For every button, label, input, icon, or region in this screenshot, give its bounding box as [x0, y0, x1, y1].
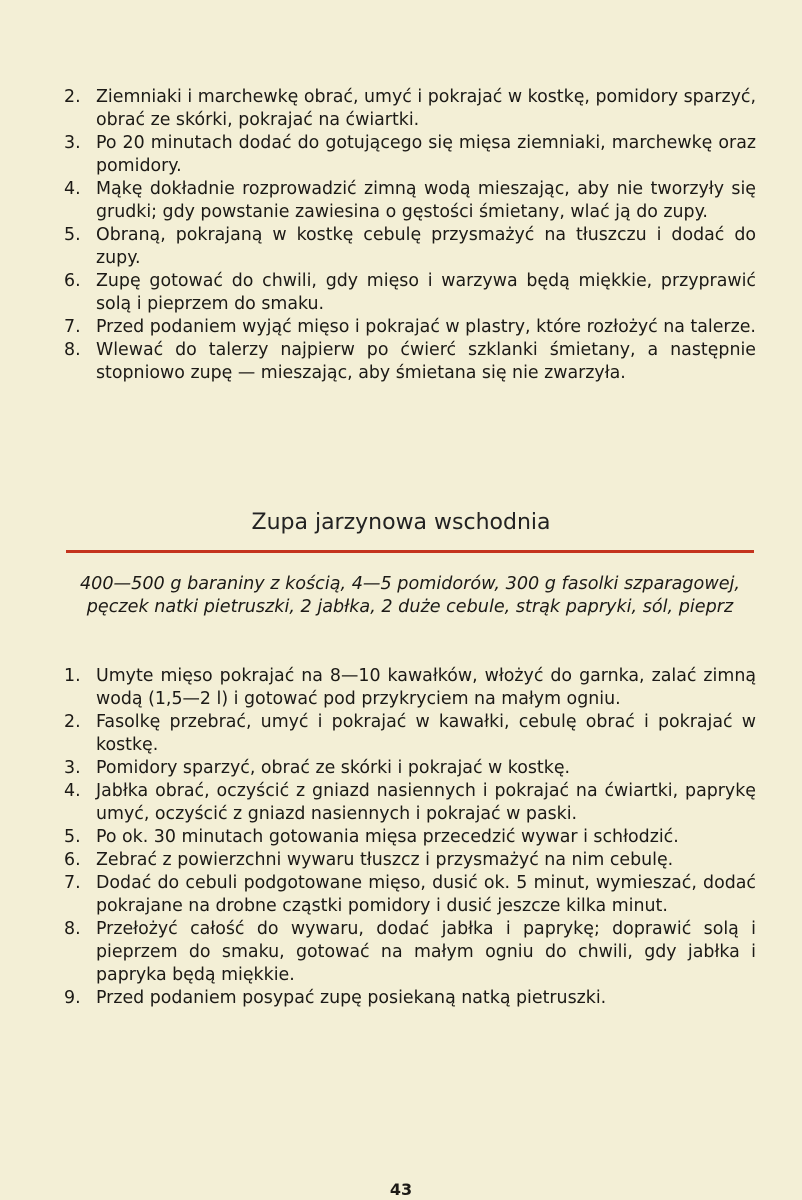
- step-item: 9. Przed podaniem posypać zupę posiekaną natką pietruszki.: [64, 988, 607, 1008]
- step-text: Wlewać do talerzy najpierw po ćwierć szklanki śmietany, a następnie stopniowo zupę — mieszając, aby śmietana się nie zwarzyła.: [96, 340, 756, 383]
- step-text: Zebrać z powierzchni wywaru tłuszcz i przysmażyć na nim cebulę.: [96, 850, 674, 870]
- previous-recipe-steps: [64, 86, 756, 385]
- page-number: 43: [389, 1180, 413, 1199]
- step-text: Po 20 minutach dodać do gotującego się mięsa ziemniaki, marchewkę oraz pomidory.: [96, 133, 756, 176]
- step-item: 8. Przełożyć całość do wywaru, dodać jabłka i paprykę; doprawić solą i pieprzem do smaku, gotować na małym ogniu do chwili, gdy jabłka i papryka będą miękkie.: [64, 919, 756, 985]
- title-rule: [66, 550, 754, 553]
- step-text: Fasolkę przebrać, umyć i pokrajać w kawałki, cebulę obrać i pokrajać w kostkę.: [96, 712, 756, 755]
- step-item: 3. Po 20 minutach dodać do gotującego się mięsa ziemniaki, marchewkę oraz pomidory.: [64, 133, 756, 176]
- step-item: 7. Przed podaniem wyjąć mięso i pokrajać w plastry, które rozłożyć na talerze.: [64, 317, 756, 337]
- step-item: 8. Wlewać do talerzy najpierw po ćwierć szklanki śmietany, a następnie stopniowo zupę — mieszając, aby śmietana się nie zwarzyła.: [64, 340, 756, 383]
- step-item: 2. Fasolkę przebrać, umyć i pokrajać w kawałki, cebulę obrać i pokrajać w kostkę.: [64, 712, 756, 755]
- step-item: 5. Po ok. 30 minutach gotowania mięsa przecedzić wywar i schłodzić.: [64, 827, 679, 847]
- step-item: 7. Dodać do cebuli podgotowane mięso, dusić ok. 5 minut, wymieszać, dodać pokrajane na drobne cząstki pomidory i dusić jeszcze kilka minut.: [64, 873, 756, 916]
- step-item: 4. Mąkę dokładnie rozprowadzić zimną wodą mieszając, aby nie tworzyły się grudki; gdy powstanie zawiesina o gęstości śmietany, wlać ją do zupy.: [64, 179, 756, 222]
- step-item: 6. Zebrać z powierzchni wywaru tłuszcz i przysmażyć na nim cebulę.: [64, 850, 674, 870]
- step-text: Jabłka obrać, oczyścić z gniazd nasiennych i pokrajać na ćwiartki, paprykę umyć, oczyścić z gniazd nasiennych i pokrajać w paski.: [96, 781, 756, 824]
- step-item: 5. Obraną, pokrajaną w kostkę cebulę przysmażyć na tłuszczu i dodać do zupy.: [64, 225, 756, 268]
- step-text: Zupę gotować do chwili, gdy mięso i warzywa będą miękkie, przyprawić solą i pieprzem do smaku.: [96, 271, 756, 314]
- step-text: Przed podaniem wyjąć mięso i pokrajać w plastry, które rozłożyć na talerze.: [96, 317, 756, 337]
- step-item: 3. Pomidory sparzyć, obrać ze skórki i pokrajać w kostkę.: [64, 758, 571, 778]
- ingredients-text: 400—500 g baraniny z kością, 4—5 pomidorów, 300 g fasolki szparagowej, pęczek natki pietruszki, 2 jabłka, 2 duże cebule, strąk papryki, sól, pieprz: [79, 574, 741, 617]
- step-text: Przed podaniem posypać zupę posiekaną natką pietruszki.: [96, 988, 607, 1008]
- step-text: Obraną, pokrajaną w kostkę cebulę przysmażyć na tłuszczu i dodać do zupy.: [96, 225, 756, 268]
- step-item: 2. Ziemniaki i marchewkę obrać, umyć i pokrajać w kostkę, pomidory sparzyć, obrać ze skórki, pokrajać na ćwiartki.: [64, 87, 756, 130]
- recipe-title: Zupa jarzynowa wschodnia: [251, 510, 551, 535]
- step-text: Przełożyć całość do wywaru, dodać jabłka i paprykę; doprawić solą i pieprzem do smaku, gotować na małym ogniu do chwili, gdy jabłka i papryka będą miękkie.: [96, 919, 756, 985]
- step-text: Umyte mięso pokrajać na 8—10 kawałków, włożyć do garnka, zalać zimną wodą (1,5—2 l) i gotować pod przykryciem na małym ogniu.: [96, 666, 756, 709]
- step-item: 4. Jabłka obrać, oczyścić z gniazd nasiennych i pokrajać na ćwiartki, paprykę umyć, oczyścić z gniazd nasiennych i pokrajać w paski.: [64, 781, 756, 824]
- step-text: Po ok. 30 minutach gotowania mięsa przecedzić wywar i schłodzić.: [96, 827, 679, 847]
- step-text: Ziemniaki i marchewkę obrać, umyć i pokrajać w kostkę, pomidory sparzyć, obrać ze skórki, pokrajać na ćwiartki.: [96, 87, 756, 130]
- step-text: Dodać do cebuli podgotowane mięso, dusić ok. 5 minut, wymieszać, dodać pokrajane na drobne cząstki pomidory i dusić jeszcze kilka minut.: [96, 873, 756, 916]
- recipe-steps: [64, 665, 756, 1010]
- step-item: 6. Zupę gotować do chwili, gdy mięso i warzywa będą miękkie, przyprawić solą i pieprzem do smaku.: [64, 271, 756, 314]
- step-text: Mąkę dokładnie rozprowadzić zimną wodą mieszając, aby nie tworzyły się grudki; gdy powstanie zawiesina o gęstości śmietany, wlać ją do zupy.: [96, 179, 756, 222]
- step-text: Pomidory sparzyć, obrać ze skórki i pokrajać w kostkę.: [96, 758, 571, 778]
- step-item: 1. Umyte mięso pokrajać na 8—10 kawałków, włożyć do garnka, zalać zimną wodą (1,5—2 l) i gotować pod przykryciem na małym ogniu.: [64, 666, 756, 709]
